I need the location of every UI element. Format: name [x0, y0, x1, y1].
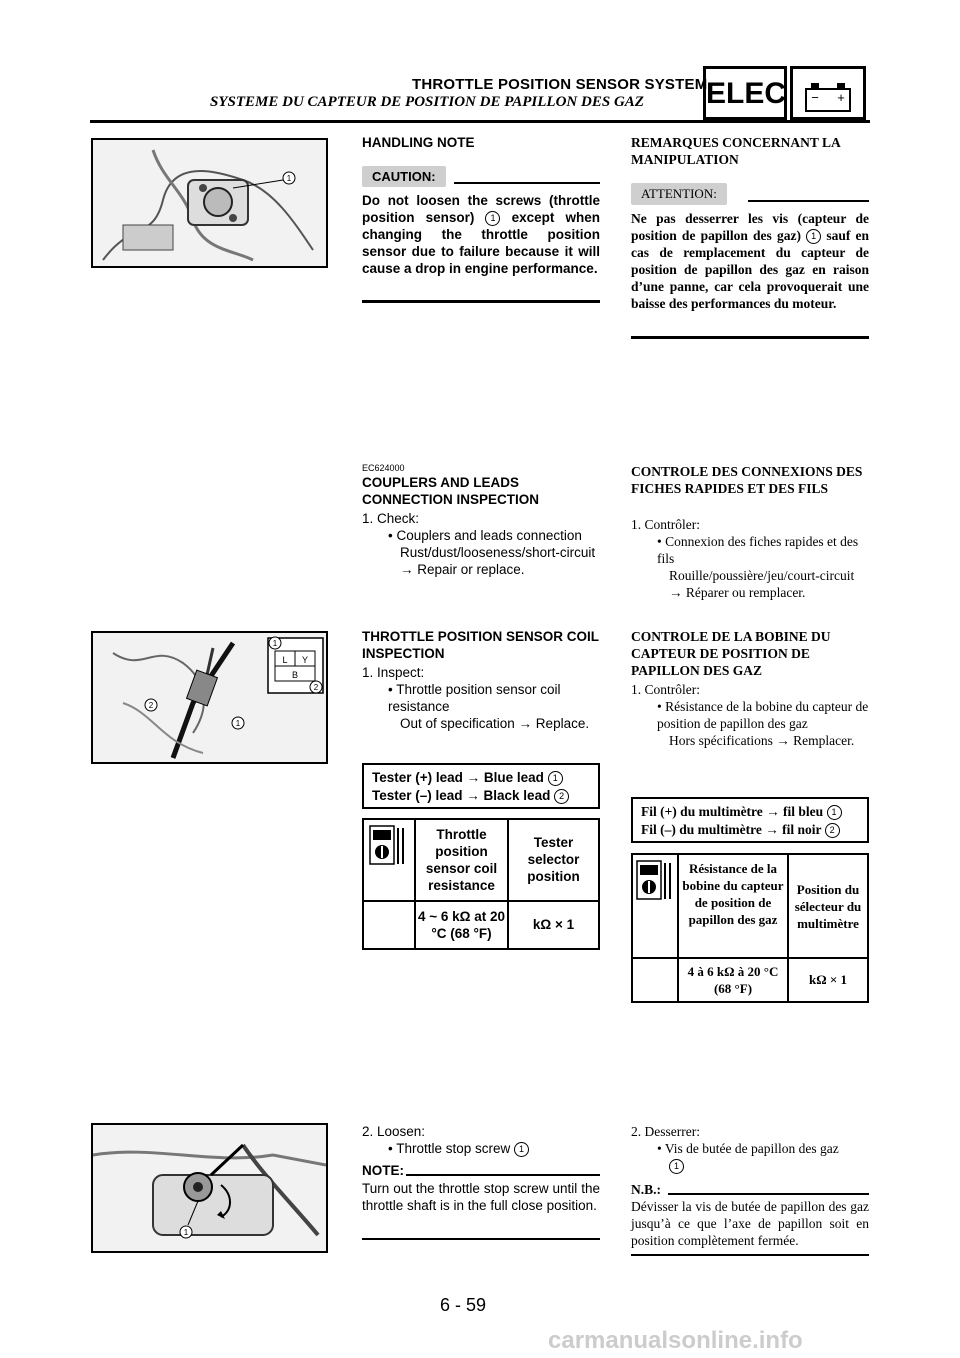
- diagram-callout-1b: 1: [272, 639, 278, 648]
- attention-label: ATTENTION:: [631, 183, 727, 205]
- spec-col2-header-fr: Position du sélecteur du multimètre: [794, 882, 862, 931]
- loosen-body-en: 2. Loosen: • Throttle stop screw 1: [362, 1123, 600, 1157]
- couplers-body-en: 1. Check: • Couplers and leads connection Rust/dust/looseness/short-circuit → Repair or replace.: [362, 511, 596, 577]
- caution-text-en: Do not loosen the screws (throttle position sensor) 1 except when changing the throttle position sensor due to failure because it will cause a drop in engine performance.: [362, 193, 600, 276]
- header-rule: [90, 120, 870, 123]
- section-label: ELEC: [703, 66, 787, 120]
- battery-minus: −: [811, 90, 819, 105]
- diagram-callout-2b: 2: [313, 683, 319, 692]
- coil-inspection-photo: [91, 631, 328, 764]
- note-rule-fr: [668, 1193, 869, 1195]
- lead-box-fr: Fil (+) du multimètre → fil bleu 1 Fil (–) du multimètre → fil noir 2: [631, 797, 869, 843]
- connector-y-label: Y: [301, 655, 309, 665]
- spec-table-fr: [631, 853, 869, 1003]
- attention-end-rule: [631, 336, 869, 339]
- spec-value2-en: kΩ × 1: [532, 917, 575, 932]
- diagram-callout-2: 2: [148, 701, 154, 710]
- diagram-callout-1: 1: [286, 174, 292, 183]
- page-number: 6 - 59: [440, 1295, 487, 1315]
- note-text-en: Turn out the throttle stop screw until the throttle shaft is in the full close position.: [362, 1181, 600, 1213]
- loosen-body-fr: 2. Desserrer: • Vis de butée de papillon des gaz 1: [631, 1123, 869, 1174]
- note-end-rule-en: [362, 1238, 600, 1240]
- note-text-fr: Dévisser la vis de butée de papillon des gaz jusqu’à ce que l’axe de papillon soit en position complètement fermée.: [631, 1199, 869, 1248]
- caution-text-fr: Ne pas desserrer les vis (capteur de position de papillon des gaz) 1 sauf en cas de remplacement du capteur de position de papillon des gaz en raison d’une panne, car cela provoquerait une baisse des performances du moteur.: [631, 211, 869, 311]
- attention-rule: [748, 200, 869, 202]
- spec-col2-header-en: Tester selector position: [527, 835, 580, 884]
- section-code: EC624000: [362, 463, 405, 473]
- couplers-title-fr: CONTROLE DES CONNEXIONS DES FICHES RAPIDES ET DES FILS: [631, 464, 863, 496]
- couplers-title-en: COUPLERS AND LEADS CONNECTION INSPECTION: [362, 475, 540, 507]
- connector-l-label: L: [282, 655, 288, 665]
- coil-body-fr: 1. Contrôler: • Résistance de la bobine du capteur de position de papillon des gaz Hors spécifications → Remplacer.: [631, 682, 869, 748]
- watermark: carmanualsonline.info: [548, 1327, 803, 1354]
- coil-title-en: THROTTLE POSITION SENSOR COIL INSPECTION: [362, 629, 599, 661]
- couplers-body-fr: 1. Contrôler: • Connexion des fiches rapides et des fils Rouille/poussière/jeu/court-circuit → Réparer ou remplacer.: [631, 517, 859, 600]
- battery-icon: [790, 66, 866, 120]
- lead-box-en: Tester (+) lead → Blue lead 1 Tester (–) lead → Black lead 2: [362, 763, 600, 809]
- caution-end-rule: [362, 300, 600, 303]
- ohmmeter-icon: [635, 859, 675, 906]
- connector-b-label: B: [291, 670, 299, 680]
- ohmmeter-icon: [368, 824, 408, 871]
- spec-value2-fr: kΩ × 1: [808, 972, 848, 987]
- sensor-screws-photo: [91, 138, 328, 268]
- coil-body-en: 1. Inspect: • Throttle position sensor coil resistance Out of specification → Replace.: [362, 665, 590, 731]
- spec-col1-header-en: Throttle position sensor coil resistance: [425, 827, 498, 893]
- battery-plus: +: [837, 90, 845, 105]
- throttle-stop-screw-photo: [91, 1123, 328, 1253]
- header-title-en: THROTTLE POSITION SENSOR SYSTEM: [412, 76, 708, 93]
- spec-value1-fr: 4 à 6 kΩ à 20 °C (68 °F): [687, 964, 779, 996]
- note-label-en: NOTE:: [362, 1163, 404, 1178]
- note-label-fr: N.B.:: [631, 1182, 661, 1197]
- handling-title-fr: REMARQUES CONCERNANT LA MANIPULATION: [631, 135, 841, 167]
- caution-rule: [454, 182, 600, 184]
- note-rule-en: [406, 1174, 600, 1176]
- spec-table-en: [362, 818, 600, 950]
- header-title-fr: SYSTEME DU CAPTEUR DE POSITION DE PAPILLON DES GAZ: [210, 94, 644, 110]
- note-end-rule-fr: [631, 1254, 869, 1256]
- diagram-callout-1d: 1: [183, 1228, 189, 1237]
- handling-title-en: HANDLING NOTE: [362, 135, 475, 150]
- spec-col1-header-fr: Résistance de la bobine du capteur de position de papillon des gaz: [682, 861, 784, 927]
- diagram-callout-1c: 1: [235, 719, 241, 728]
- spec-value1-en: 4 ~ 6 kΩ at 20 °C (68 °F): [417, 909, 505, 941]
- coil-title-fr: CONTROLE DE LA BOBINE DU CAPTEUR DE POSITION DE PAPILLON DES GAZ: [631, 629, 831, 678]
- caution-label: CAUTION:: [362, 166, 446, 187]
